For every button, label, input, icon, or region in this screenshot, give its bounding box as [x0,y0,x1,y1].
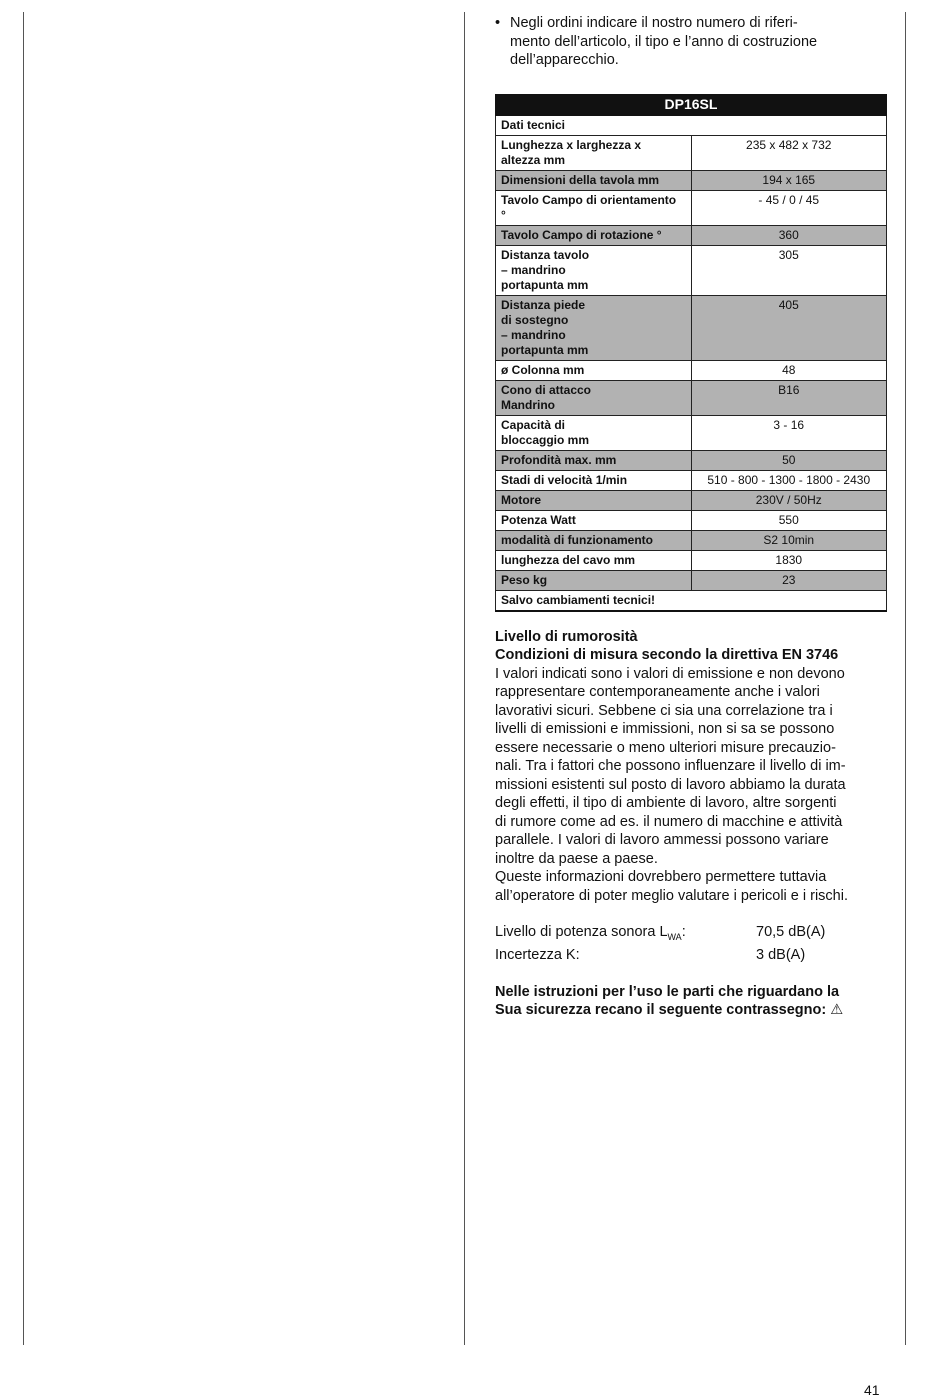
table-title: DP16SL [496,94,887,115]
spec-label: Capacità di bloccaggio mm [496,415,692,450]
table-body [496,115,887,611]
sound-power-row [495,923,887,946]
spec-value: S2 10min [691,530,887,550]
spec-label: lunghezza del cavo mm [496,550,692,570]
spec-value: - 45 / 0 / 45 [691,190,887,225]
spec-value: 1830 [691,550,887,570]
noise-body: I valori indicati sono i valori di emissione e non devono rappresentare contemporaneamente anche i valori lavorativi sicuri. Sebbene ci sia una correlazione tra i livelli di emissioni e immissioni, non si sa se possono essere necessarie o meno ulteriori misure precauzio- nali. Tra i fattori che possono influenzare il livello di im- missioni esistenti sul posto di lavoro abbiamo la durata degli effetti, il tipo di ambiente di lavoro, altre sorgenti di rumore come ad es. il numero di macchine e attività parallele. I valori di lavoro ammessi possono variare inoltre da paese a paese. Queste informazioni dovrebbero permettere tuttavia all’operatore di poter meglio valutare i pericoli e i rischi. [495,665,848,904]
spec-label: Motore [496,490,692,510]
warning-triangle-icon: ⚠ [830,1002,844,1019]
spec-label: Cono di attacco Mandrino [496,380,692,415]
noise-levels [495,923,887,965]
table-row [496,415,887,450]
page-number: 41 [864,1382,880,1398]
noise-heading: Livello di rumorosità [495,628,638,645]
order-note [495,14,887,70]
spec-label: Tavolo Campo di orientamento ° [496,190,692,225]
table-row [496,135,887,170]
center-column-rule [464,12,465,1345]
spec-label: Potenza Watt [496,510,692,530]
bullet-marker: • [495,15,501,31]
spec-value: 305 [691,245,887,295]
spec-value: 23 [691,570,887,590]
table-row [496,530,887,550]
table-row [496,225,887,245]
table-row [496,590,887,611]
spec-value: 194 x 165 [691,170,887,190]
order-note-text: Negli ordini indicare il nostro numero di riferi- mento dell’articolo, il tipo e l’anno di costruzione dell’apparecchio. [510,15,818,68]
table-row [496,470,887,490]
table-row [496,295,887,360]
safety-warning [495,983,887,1020]
table-row [496,245,887,295]
sound-power-label-wrap [495,923,756,946]
spec-value: 50 [691,450,887,470]
left-margin-rule [23,12,24,1345]
spec-value: 235 x 482 x 732 [691,135,887,170]
spec-label: Profondità max. mm [496,450,692,470]
uncertainty-value: 3 dB(A) [756,947,806,964]
spec-label: Stadi di velocità 1/min [496,470,692,490]
spec-label: Tavolo Campo di rotazione ° [496,225,692,245]
spec-label: Peso kg [496,570,692,590]
spec-value: 48 [691,360,887,380]
table-footer-note: Salvo cambiamenti tecnici! [496,590,887,611]
spec-value: 550 [691,510,887,530]
table-row [496,450,887,470]
uncertainty-row [495,946,887,965]
safety-warning-text: Nelle istruzioni per l’uso le parti che riguardano la Sua sicurezza recano il seguente contrassegno: [495,983,840,1019]
spec-value: 230V / 50Hz [691,490,887,510]
spec-label: Lunghezza x larghezza x altezza mm [496,135,692,170]
noise-subheading: Condizioni di misura secondo la direttiva EN 3746 [495,647,839,663]
table-row [496,510,887,530]
table-row [496,490,887,510]
table-section-label: Dati tecnici [496,115,887,135]
table-row [496,360,887,380]
table-row [496,380,887,415]
uncertainty-label: Incertezza K: [495,947,580,964]
spec-value: B16 [691,380,887,415]
sound-power-colon: : [681,924,686,940]
right-margin-rule [905,12,906,1345]
spec-label: modalità di funzionamento [496,530,692,550]
right-column [495,14,887,1020]
spec-value: 510 - 800 - 1300 - 1800 - 2430 [691,470,887,490]
spec-value: 3 - 16 [691,415,887,450]
table-row [496,170,887,190]
technical-data-table [495,94,887,612]
table-row [496,570,887,590]
spec-label: ø Colonna mm [496,360,692,380]
spec-label: Distanza piede di sostegno – mandrino portapunta mm [496,295,692,360]
spec-label: Dimensioni della tavola mm [496,170,692,190]
sound-power-value: 70,5 dB(A) [756,924,826,940]
sound-power-label: Livello di potenza sonora L [495,924,668,940]
sound-power-subscript: WA [667,931,682,942]
spec-value: 360 [691,225,887,245]
table-row [496,190,887,225]
noise-section [495,628,887,906]
spec-label: Distanza tavolo – mandrino portapunta mm [496,245,692,295]
spec-value: 405 [691,295,887,360]
table-row [496,550,887,570]
